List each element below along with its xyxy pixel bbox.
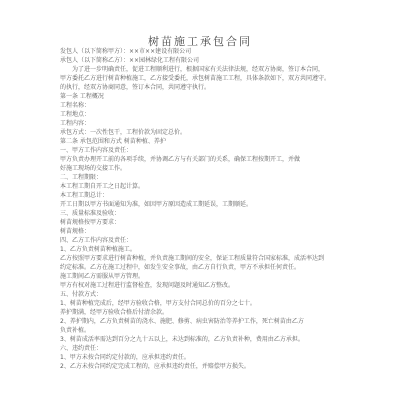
document-line: 2、乙方未按合同约定完成工程的，应承担违约责任，并赔偿甲方损失。: [60, 363, 250, 370]
document-line: 一、甲方工作内容及责任：: [60, 147, 133, 154]
document-line: 乙方按照甲方要求进行树苗种植，并负责施工期间的安全，保证工程质量符合国家标准，成活率达到: [60, 255, 325, 262]
document-line: 发包人（以下简称甲方）：××市××建设有限公司: [60, 48, 192, 55]
document-body: [60, 47, 346, 371]
document-line: 树苗规格按甲方要求：: [60, 219, 121, 226]
document-line: 甲方委托乙方进行树苗种植施工，乙方接受委托，承包树苗施工工程，具体条款如下，双方共同遵守。: [60, 75, 331, 82]
document-line: 1、乙方负责树苗种植施工。: [60, 246, 136, 253]
document-line: 开工日期以甲方书面通知为准，如因甲方原因造成工期延误，工期顺延。: [60, 201, 253, 208]
document-line: 甲方负责办理开工前的各项手续，并协调乙方与有关部门的关系，确保工程按期开工，并做: [60, 156, 301, 163]
document-line: 施工期间乙方需服从甲方管理。: [60, 273, 145, 280]
document-line: 2、养护期内，乙方负责树苗的浇水、施肥、修剪、病虫害防治等养护工作，死亡树苗由乙方: [60, 318, 304, 325]
document-line: 养护期满，经甲方验收合格后付清余款。: [60, 309, 169, 316]
document-line: 三、质量标准及验收：: [60, 210, 121, 217]
document-line: 3、树苗成活率需达到百分之九十五以上，未达到标准的，乙方负责补种，费用由乙方承担。: [60, 336, 304, 343]
document-line: 1、甲方未按合同约定付款的，应承担违约责任。: [60, 354, 190, 361]
document-line: 承包人（以下简称乙方）：××园林绿化工程有限公司: [60, 57, 200, 64]
document-line: 负责补植。: [60, 327, 91, 334]
document-title: 树苗施工承包合同: [148, 35, 252, 48]
document-line: 为了进一步明确责任，促进工程顺利进行，根据国家有关法律法规，经双方协商，签订本合同，: [72, 66, 325, 73]
document-line: 本工程工期自开工之日起计算。: [60, 183, 145, 190]
document-line: 工程地点：: [60, 111, 91, 118]
document-line: 工程内容：: [60, 120, 91, 127]
document-line: 好施工现场的交接工作。: [60, 165, 127, 172]
document-line: 的执行，经双方协商同意，签订本合同，共同遵守执行。: [60, 84, 211, 91]
document-line: 甲方有权对施工过程进行监督检查，发现问题及时通知乙方整改。: [60, 282, 235, 289]
document-line: 五、付款方式：: [60, 291, 103, 298]
document-line: 第一条 工程概况: [60, 93, 104, 100]
document-line: 本工程工期总计：: [60, 192, 109, 199]
document-line: 承包方式：一次性包干，工程价款为固定总价。: [60, 129, 187, 136]
document-line: 1、树苗种植完成后，经甲方验收合格，甲方支付合同总价的百分之七十。: [60, 300, 256, 307]
document-line: 四、乙方工作内容及责任：: [60, 237, 133, 244]
document-line: 约定标准。乙方在施工过程中，如发生安全事故，由乙方自行负责，甲方不承担任何责任。: [60, 264, 301, 271]
document-line: 树苗规格：: [60, 228, 91, 235]
document-line: 工程名称：: [60, 102, 91, 109]
document-line: 六、违约责任：: [60, 345, 103, 352]
document-line: 二、工程期限：: [60, 174, 103, 181]
document-line: 第二条 承包范围和方式 树苗种植、养护: [60, 138, 166, 145]
